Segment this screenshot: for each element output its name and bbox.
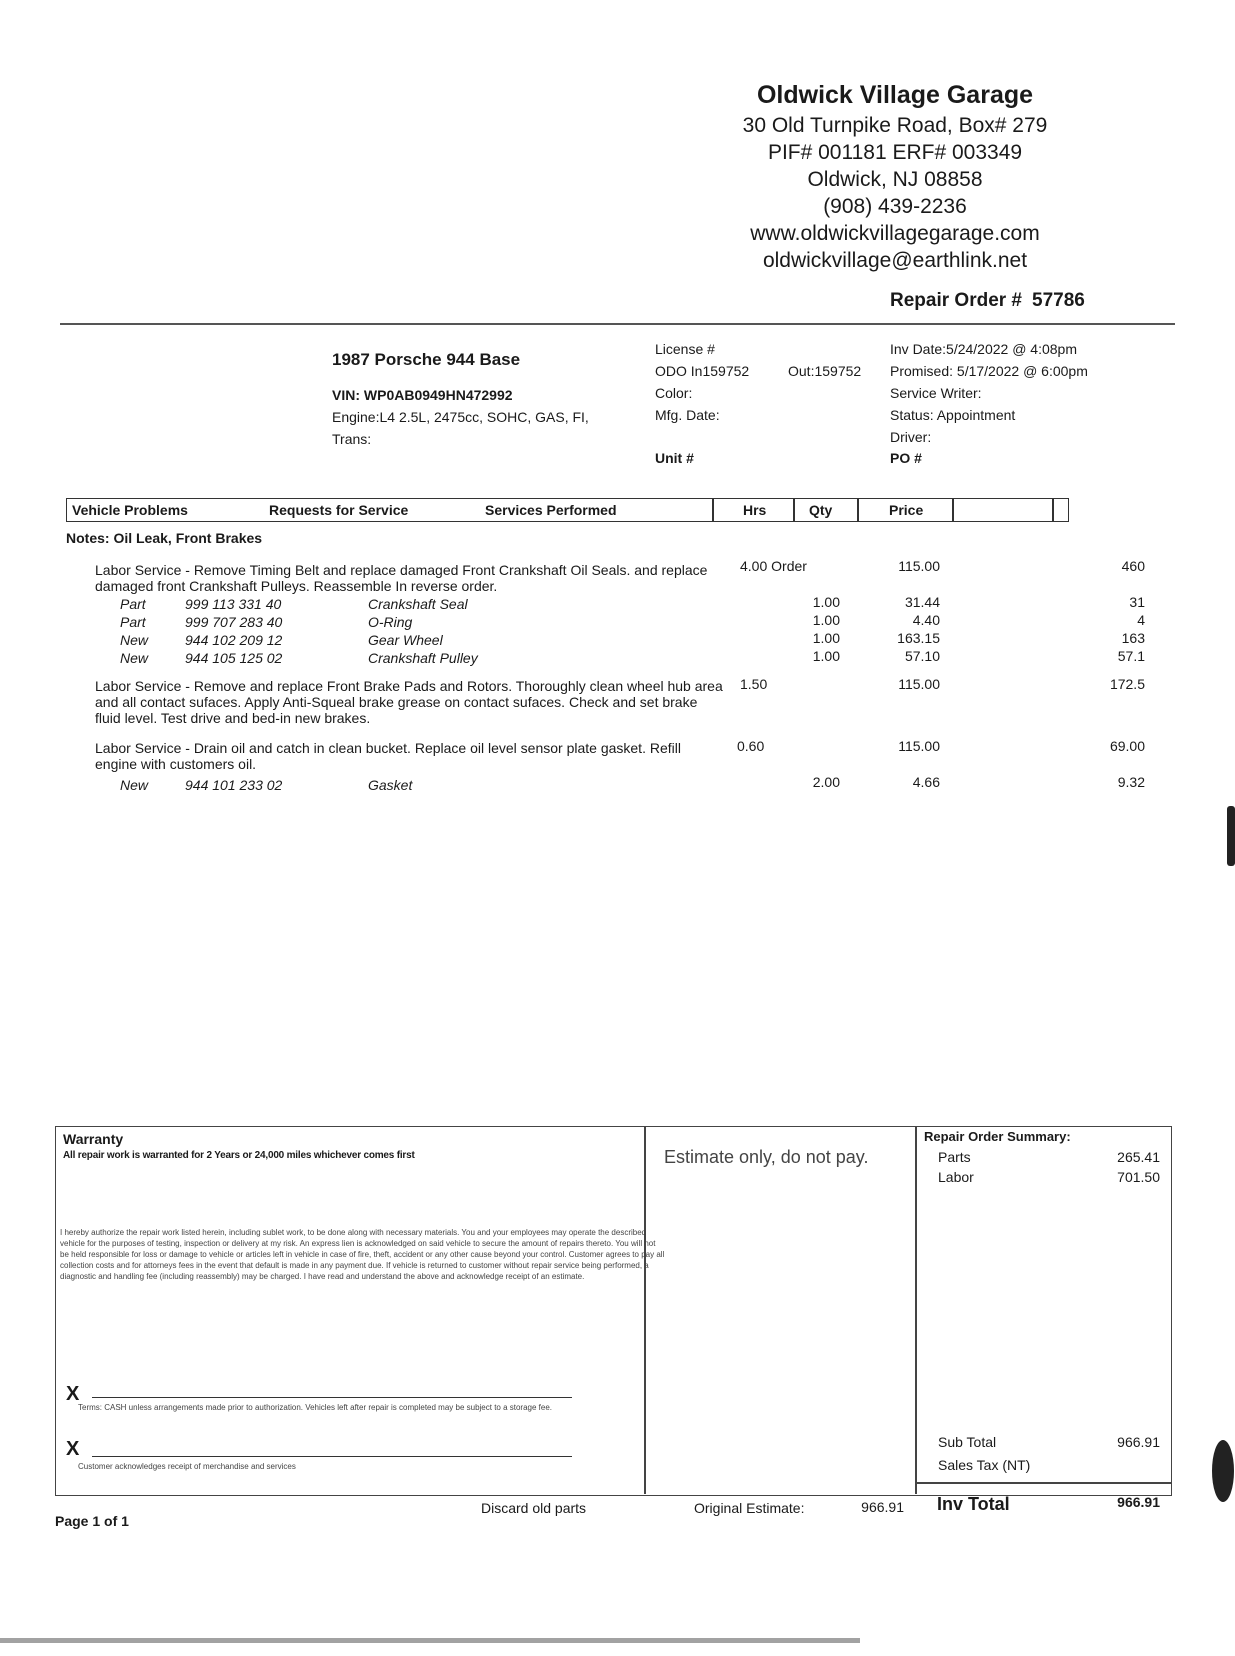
col-price: Price: [889, 502, 924, 518]
vehicle-engine: Engine:L4 2.5L, 2475cc, SOHC, GAS, FI,: [332, 409, 589, 425]
part-total: 57.1: [1117, 648, 1145, 664]
part-price: 4.40: [912, 612, 940, 628]
repair-order-value: 57786: [1032, 290, 1085, 311]
repair-order-label: Repair Order #: [890, 290, 1022, 311]
job-2-description: Labor Service - Remove and replace Front Brake Pads and Rotors. Thoroughly clean wheel hub area and all contact sufaces. Apply Anti-Squeal brake grease on contact sufaces. Check and set brake fluid level. Test drive and bed-in new brakes.: [95, 678, 723, 726]
job-2-total: 172.5: [1109, 676, 1145, 692]
inv-total-label: Inv Total: [937, 1494, 1010, 1514]
job-3-total: 69.00: [1109, 738, 1145, 754]
vehicle-vin: VIN: WP0AB0949HN472992: [332, 387, 513, 403]
shop-name: Oldwick Village Garage: [756, 81, 1034, 109]
summary-title: Repair Order Summary:: [924, 1129, 1071, 1144]
shop-address: 30 Old Turnpike Road, Box# 279: [742, 114, 1048, 137]
original-estimate-value: 966.91: [861, 1499, 904, 1515]
part-price: 163.15: [897, 630, 940, 646]
summary-parts-label: Parts: [938, 1149, 971, 1165]
bottom-box: [55, 1126, 1172, 1496]
part-type: Part: [120, 614, 146, 630]
job-3-hrs: 0.60: [737, 738, 765, 754]
table-header: [66, 498, 1069, 522]
odo-in: ODO In159752: [655, 363, 750, 379]
subtotal-label: Sub Total: [938, 1434, 997, 1450]
part-type: New: [120, 777, 149, 793]
job-1-hrs: 4.00 Order: [740, 558, 807, 574]
original-estimate-label: Original Estimate:: [694, 1500, 805, 1516]
license-label: License #: [655, 341, 715, 357]
part-name: O-Ring: [368, 614, 413, 630]
part-number: 944 102 209 12: [185, 632, 283, 648]
part-price: 57.10: [904, 648, 940, 664]
inv-date: Inv Date:5/24/2022 @ 4:08pm: [890, 341, 1077, 357]
mfg-date-label: Mfg. Date:: [655, 407, 720, 423]
header-divider: [60, 323, 1175, 325]
page-indicator: Page 1 of 1: [55, 1513, 129, 1529]
divider-warranty: [644, 1126, 646, 1494]
job-1-total: 460: [1121, 558, 1145, 574]
estimate-note: Estimate only, do not pay.: [664, 1147, 869, 1167]
part-name: Gear Wheel: [368, 632, 443, 648]
shop-header: [700, 78, 1090, 274]
odo-out: Out:159752: [788, 363, 862, 379]
part-qty: 1.00: [812, 648, 840, 664]
divider-summary: [915, 1126, 917, 1494]
shop-website: www.oldwickvillagegarage.com: [750, 222, 1040, 245]
job-2-price: 115.00: [898, 676, 940, 692]
part-type: Part: [120, 596, 146, 612]
repair-order-number: [890, 290, 1085, 312]
summary-labor-label: Labor: [938, 1169, 974, 1185]
part-type: New: [120, 650, 149, 666]
total-divider: [915, 1482, 1171, 1484]
job-3-description: Labor Service - Drain oil and catch in clean bucket. Replace oil level sensor plate gasket. Refill engine with customers oil.: [95, 740, 681, 772]
promised-date: Promised: 5/17/2022 @ 6:00pm: [890, 363, 1088, 379]
col-qty: Qty: [809, 502, 833, 518]
signature-line-1[interactable]: [92, 1397, 572, 1398]
unit-label: Unit #: [655, 450, 694, 466]
part-number: 944 101 233 02: [185, 777, 283, 793]
authorization-text: I hereby authorize the repair work listed herein, including sublet work, to be done along with necessary materials. You and your employees may operate the described vehicle for the purposes of testing, inspection or delivery at my risk. An express lien is acknowledged on said vehicle to secure the amount of repairs thereto. You will not be held responsible for loss or damage to vehicle or articles left in vehicle in case of fire, theft, accident or any other cause beyond your control. Customer agrees to pay all collection costs and for attorneys fees in the event that default is made in any payment due. If vehicle is returned to customer without repair service being performed, a diagnostic and handling fee (including reassembly) may be charged. I have read and understand the above and acknowledge receipt of an estimate.: [60, 1228, 665, 1281]
warranty-title: Warranty: [63, 1131, 124, 1147]
vehicle-trans: Trans:: [332, 431, 372, 447]
job-3-price: 115.00: [898, 738, 940, 754]
part-qty: 2.00: [812, 774, 840, 790]
col-hrs: Hrs: [743, 502, 767, 518]
part-qty: 1.00: [812, 594, 840, 610]
driver: Driver:: [890, 429, 932, 445]
warranty-text: All repair work is warranted for 2 Years or 24,000 miles whichever comes first: [63, 1150, 415, 1161]
col-requests: Requests for Service: [269, 502, 409, 518]
signature-line-2[interactable]: [92, 1456, 572, 1457]
job-1-price: 115.00: [898, 558, 940, 574]
shop-city: Oldwick, NJ 08858: [807, 168, 983, 191]
part-name: Gasket: [368, 777, 413, 793]
shop-email: oldwickvillage@earthlink.net: [762, 249, 1028, 272]
part-name: Crankshaft Seal: [368, 596, 468, 612]
summary-labor-value: 701.50: [1117, 1169, 1160, 1185]
col-vehicle-problems: Vehicle Problems: [72, 502, 188, 518]
shop-ids: PIF# 001181 ERF# 003349: [767, 141, 1023, 164]
scan-mark-edge: [1227, 806, 1235, 866]
part-number: 944 105 125 02: [185, 650, 283, 666]
part-qty: 1.00: [812, 630, 840, 646]
terms-text: Terms: CASH unless arrangements made prior to authorization. Vehicles left after repair is completed may be subject to a storage fee.: [78, 1403, 553, 1412]
job-1-description: Labor Service - Remove Timing Belt and replace damaged Front Crankshaft Oil Seals. and replace damaged front Crankshaft Pulleys. Reassemble In reverse order.: [95, 562, 708, 594]
acknowledgement-text: Customer acknowledges receipt of merchandise and services: [78, 1462, 296, 1471]
part-price: 4.66: [912, 774, 940, 790]
subtotal-value: 966.91: [1117, 1434, 1160, 1450]
inv-total-value: 966.91: [1117, 1494, 1160, 1510]
part-total: 31: [1129, 594, 1145, 610]
col-services: Services Performed: [485, 502, 617, 518]
part-price: 31.44: [904, 594, 940, 610]
po-number: PO #: [890, 450, 922, 466]
signature-x-1: X: [66, 1383, 80, 1405]
part-total: 4: [1137, 612, 1145, 628]
part-name: Crankshaft Pulley: [368, 650, 478, 666]
discard-parts: Discard old parts: [481, 1500, 587, 1516]
part-qty: 1.00: [812, 612, 840, 628]
color-label: Color:: [655, 385, 693, 401]
status: Status: Appointment: [890, 407, 1016, 423]
part-type: New: [120, 632, 149, 648]
scan-edge-artifact: [0, 1636, 860, 1646]
service-writer: Service Writer:: [890, 385, 982, 401]
part-number: 999 707 283 40: [185, 614, 283, 630]
part-total: 163: [1121, 630, 1145, 646]
part-total: 9.32: [1117, 774, 1145, 790]
notes: Notes: Oil Leak, Front Brakes: [66, 530, 263, 546]
shop-phone: (908) 439-2236: [823, 195, 967, 218]
signature-x-2: X: [66, 1438, 80, 1460]
job-2-hrs: 1.50: [740, 676, 768, 692]
scan-blot-right: [1212, 1440, 1234, 1502]
summary-parts-value: 265.41: [1117, 1149, 1160, 1165]
part-number: 999 113 331 40: [185, 596, 282, 612]
sales-tax-label: Sales Tax (NT): [938, 1457, 1031, 1473]
vehicle-title: 1987 Porsche 944 Base: [332, 350, 521, 369]
